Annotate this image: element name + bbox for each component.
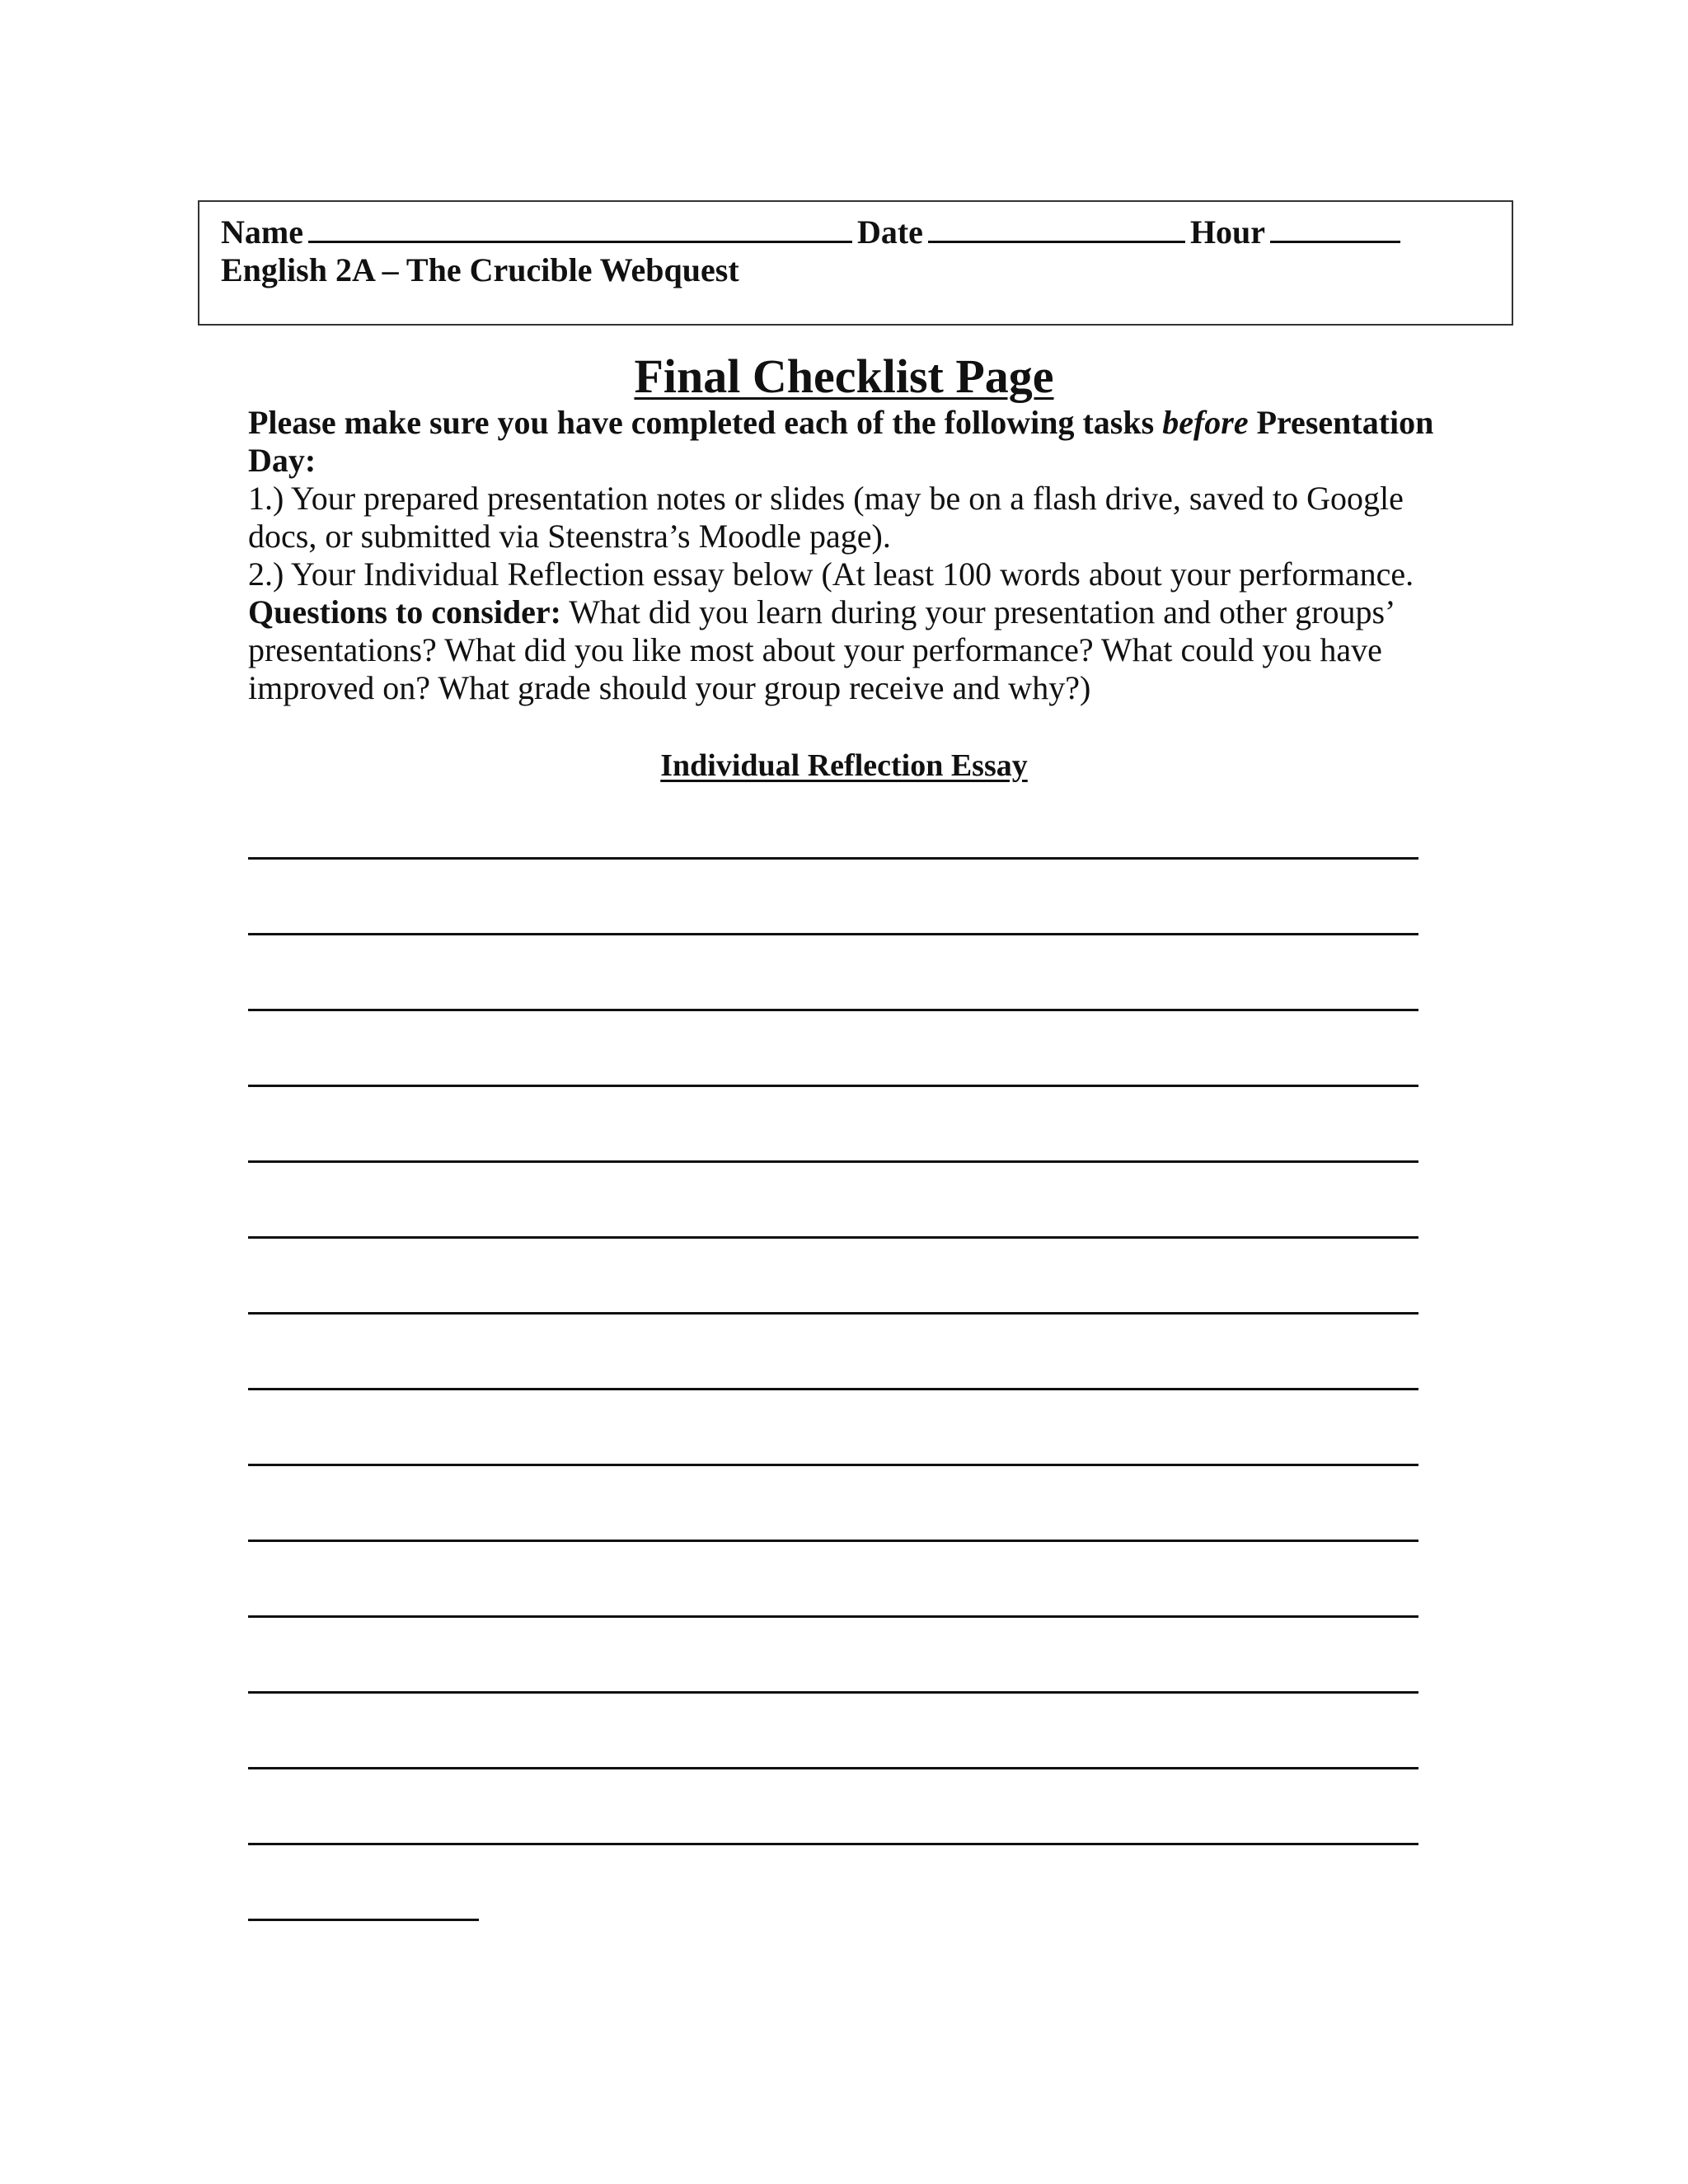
checklist-item-2-text: 2.) Your Individual Reflection essay below (At least 100 words about your performance.	[248, 555, 1414, 593]
essay-line[interactable]	[248, 1388, 1418, 1390]
essay-line[interactable]	[248, 857, 1418, 860]
essay-line[interactable]	[248, 1540, 1418, 1542]
essay-line-short[interactable]	[248, 1919, 479, 1921]
essay-line[interactable]	[248, 1843, 1418, 1845]
checklist-item-2	[248, 555, 1451, 707]
essay-line[interactable]	[248, 1615, 1418, 1618]
date-field[interactable]	[928, 214, 1185, 243]
essay-line[interactable]	[248, 1767, 1418, 1769]
essay-line[interactable]	[248, 1236, 1418, 1239]
instructions	[248, 404, 1451, 707]
essay-line[interactable]	[248, 1464, 1418, 1466]
intro-emphasis: before	[1162, 404, 1249, 441]
essay-line[interactable]	[248, 1312, 1418, 1315]
checklist-item-1: 1.) Your prepared presentation notes or slides (may be on a flash drive, saved to Google docs, or submitted via Steenstra’s Moodle page).	[248, 480, 1404, 555]
intro-text-1: Please make sure you have completed each of the following tasks	[248, 404, 1163, 441]
header-box	[198, 200, 1513, 326]
questions-label: Questions to consider:	[248, 593, 561, 630]
course-title: English 2A – The Crucible Webquest	[221, 251, 739, 288]
questions-text: What did you learn during your presentation and other groups’ presentations? What did you like most about your performance? What could you have improved on? What grade should your group receive and why?)	[248, 593, 1394, 706]
date-label: Date	[856, 213, 923, 251]
instructions-intro	[248, 404, 1451, 480]
essay-line[interactable]	[248, 1085, 1418, 1087]
header-fields-row	[221, 213, 1405, 252]
essay-line[interactable]	[248, 1691, 1418, 1694]
essay-heading: Individual Reflection Essay	[660, 748, 1028, 783]
name-label: Name	[221, 213, 303, 251]
name-field[interactable]	[308, 214, 852, 243]
page-title: Final Checklist Page	[634, 349, 1054, 403]
hour-label: Hour	[1189, 213, 1266, 251]
essay-line[interactable]	[248, 1160, 1418, 1163]
essay-line[interactable]	[248, 933, 1418, 935]
intro-text-2: Presentation Day:	[248, 404, 1434, 479]
hour-field[interactable]	[1270, 214, 1400, 243]
essay-line[interactable]	[248, 1009, 1418, 1011]
